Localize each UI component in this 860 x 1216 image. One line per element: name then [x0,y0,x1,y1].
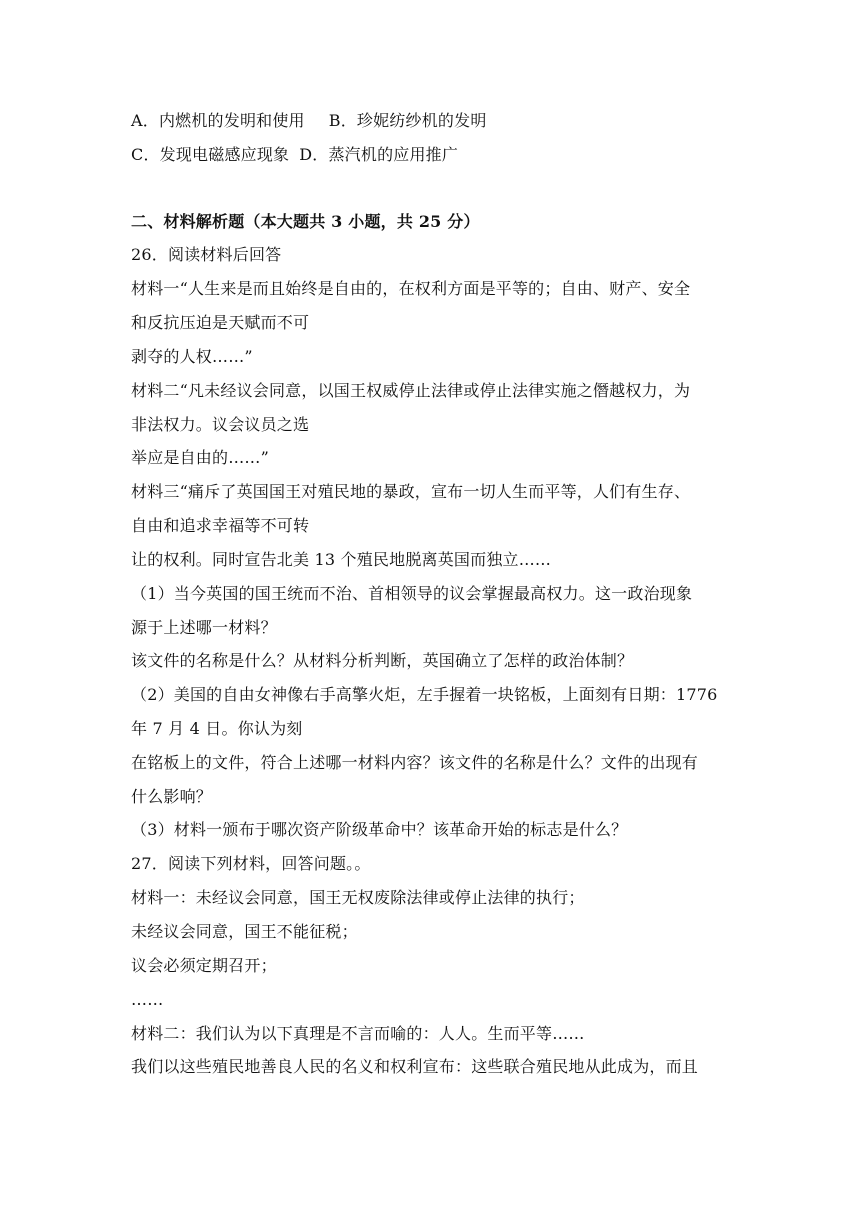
choice-b: B．珍妮纺纱机的发明 [328,111,487,130]
q26-material1-line1: 材料一“人生来是而且始终是自由的，在权利方面是平等的；自由、财产、安全 [131,279,691,298]
q26-material2-line1: 材料二“凡未经议会同意，以国王权威停止法律或停止法律实施之僭越权力，为 [131,381,691,400]
choice-c: C．发现电磁感应现象 [131,145,290,164]
q27-material1-line4: …… [131,990,164,1009]
q27-material1-line2: 未经议会同意，国王不能征税； [131,922,358,941]
q26-question1-line1: （1）当今英国的国王统而不治、首相领导的议会掌握最高权力。这一政治现象 [131,584,693,603]
q27-stem: 27．阅读下列材料，回答问题。。 [131,854,371,873]
choice-row-ab [131,111,731,131]
q26-question3-line1: （3）材料一颁布于哪次资产阶级革命中？该革命开始的标志是什么？ [131,820,628,839]
q26-stem: 26．阅读材料后回答 [131,245,282,264]
q26-material3-line1: 材料三“痛斥了英国国王对殖民地的暴政，宣布一切人生而平等，人们有生存、 [131,482,691,501]
q27-material2-line2: 我们以这些殖民地善良人民的名义和权利宣布：这些联合殖民地从此成为，而且 [131,1057,699,1076]
q26-question1-line2: 源于上述哪一材料？ [131,618,277,637]
q26-question2-line4: 什么影响？ [131,787,213,806]
choice-a: A．内燃机的发明和使用 [131,111,305,130]
q26-material1-line2: 和反抗压迫是天赋而不可 [131,313,310,332]
choice-d: D．蒸汽机的应用推广 [299,145,459,164]
q26-material2-line2: 非法权力。议会议员之选 [131,415,310,434]
q26-material1-line3: 剥夺的人权……” [131,347,253,366]
q26-question2-line1: （2）美国的自由女神像右手高擎火炬，左手握着一块铭板，上面刻有日期：1776 [131,685,718,704]
choice-row-cd [131,145,731,165]
q26-question2-line3: 在铭板上的文件，符合上述哪一材料内容？该文件的名称是什么？文件的出现有 [131,753,699,772]
q26-material2-line3: 举应是自由的……” [131,448,269,467]
q26-question1-line3: 该文件的名称是什么？从材料分析判断，英国确立了怎样的政治体制？ [131,651,634,670]
q26-material3-line2: 自由和追求幸福等不可转 [131,516,310,535]
q26-question2-line2: 年 7 月 4 日。你认为刻 [131,719,303,738]
section-title: 二、材料解析题（本大题共 3 小题，共 25 分） [131,212,480,231]
q27-material1-line3: 议会必须定期召开； [131,956,277,975]
q27-material2-line1: 材料二：我们认为以下真理是不言而喻的：人人。生而平等…… [131,1024,585,1043]
q27-material1-line1: 材料一：未经议会同意，国王无权废除法律或停止法律的执行； [131,888,585,907]
q26-material3-line3: 让的权利。同时宣告北美 13 个殖民地脱离英国而独立…… [131,550,552,569]
